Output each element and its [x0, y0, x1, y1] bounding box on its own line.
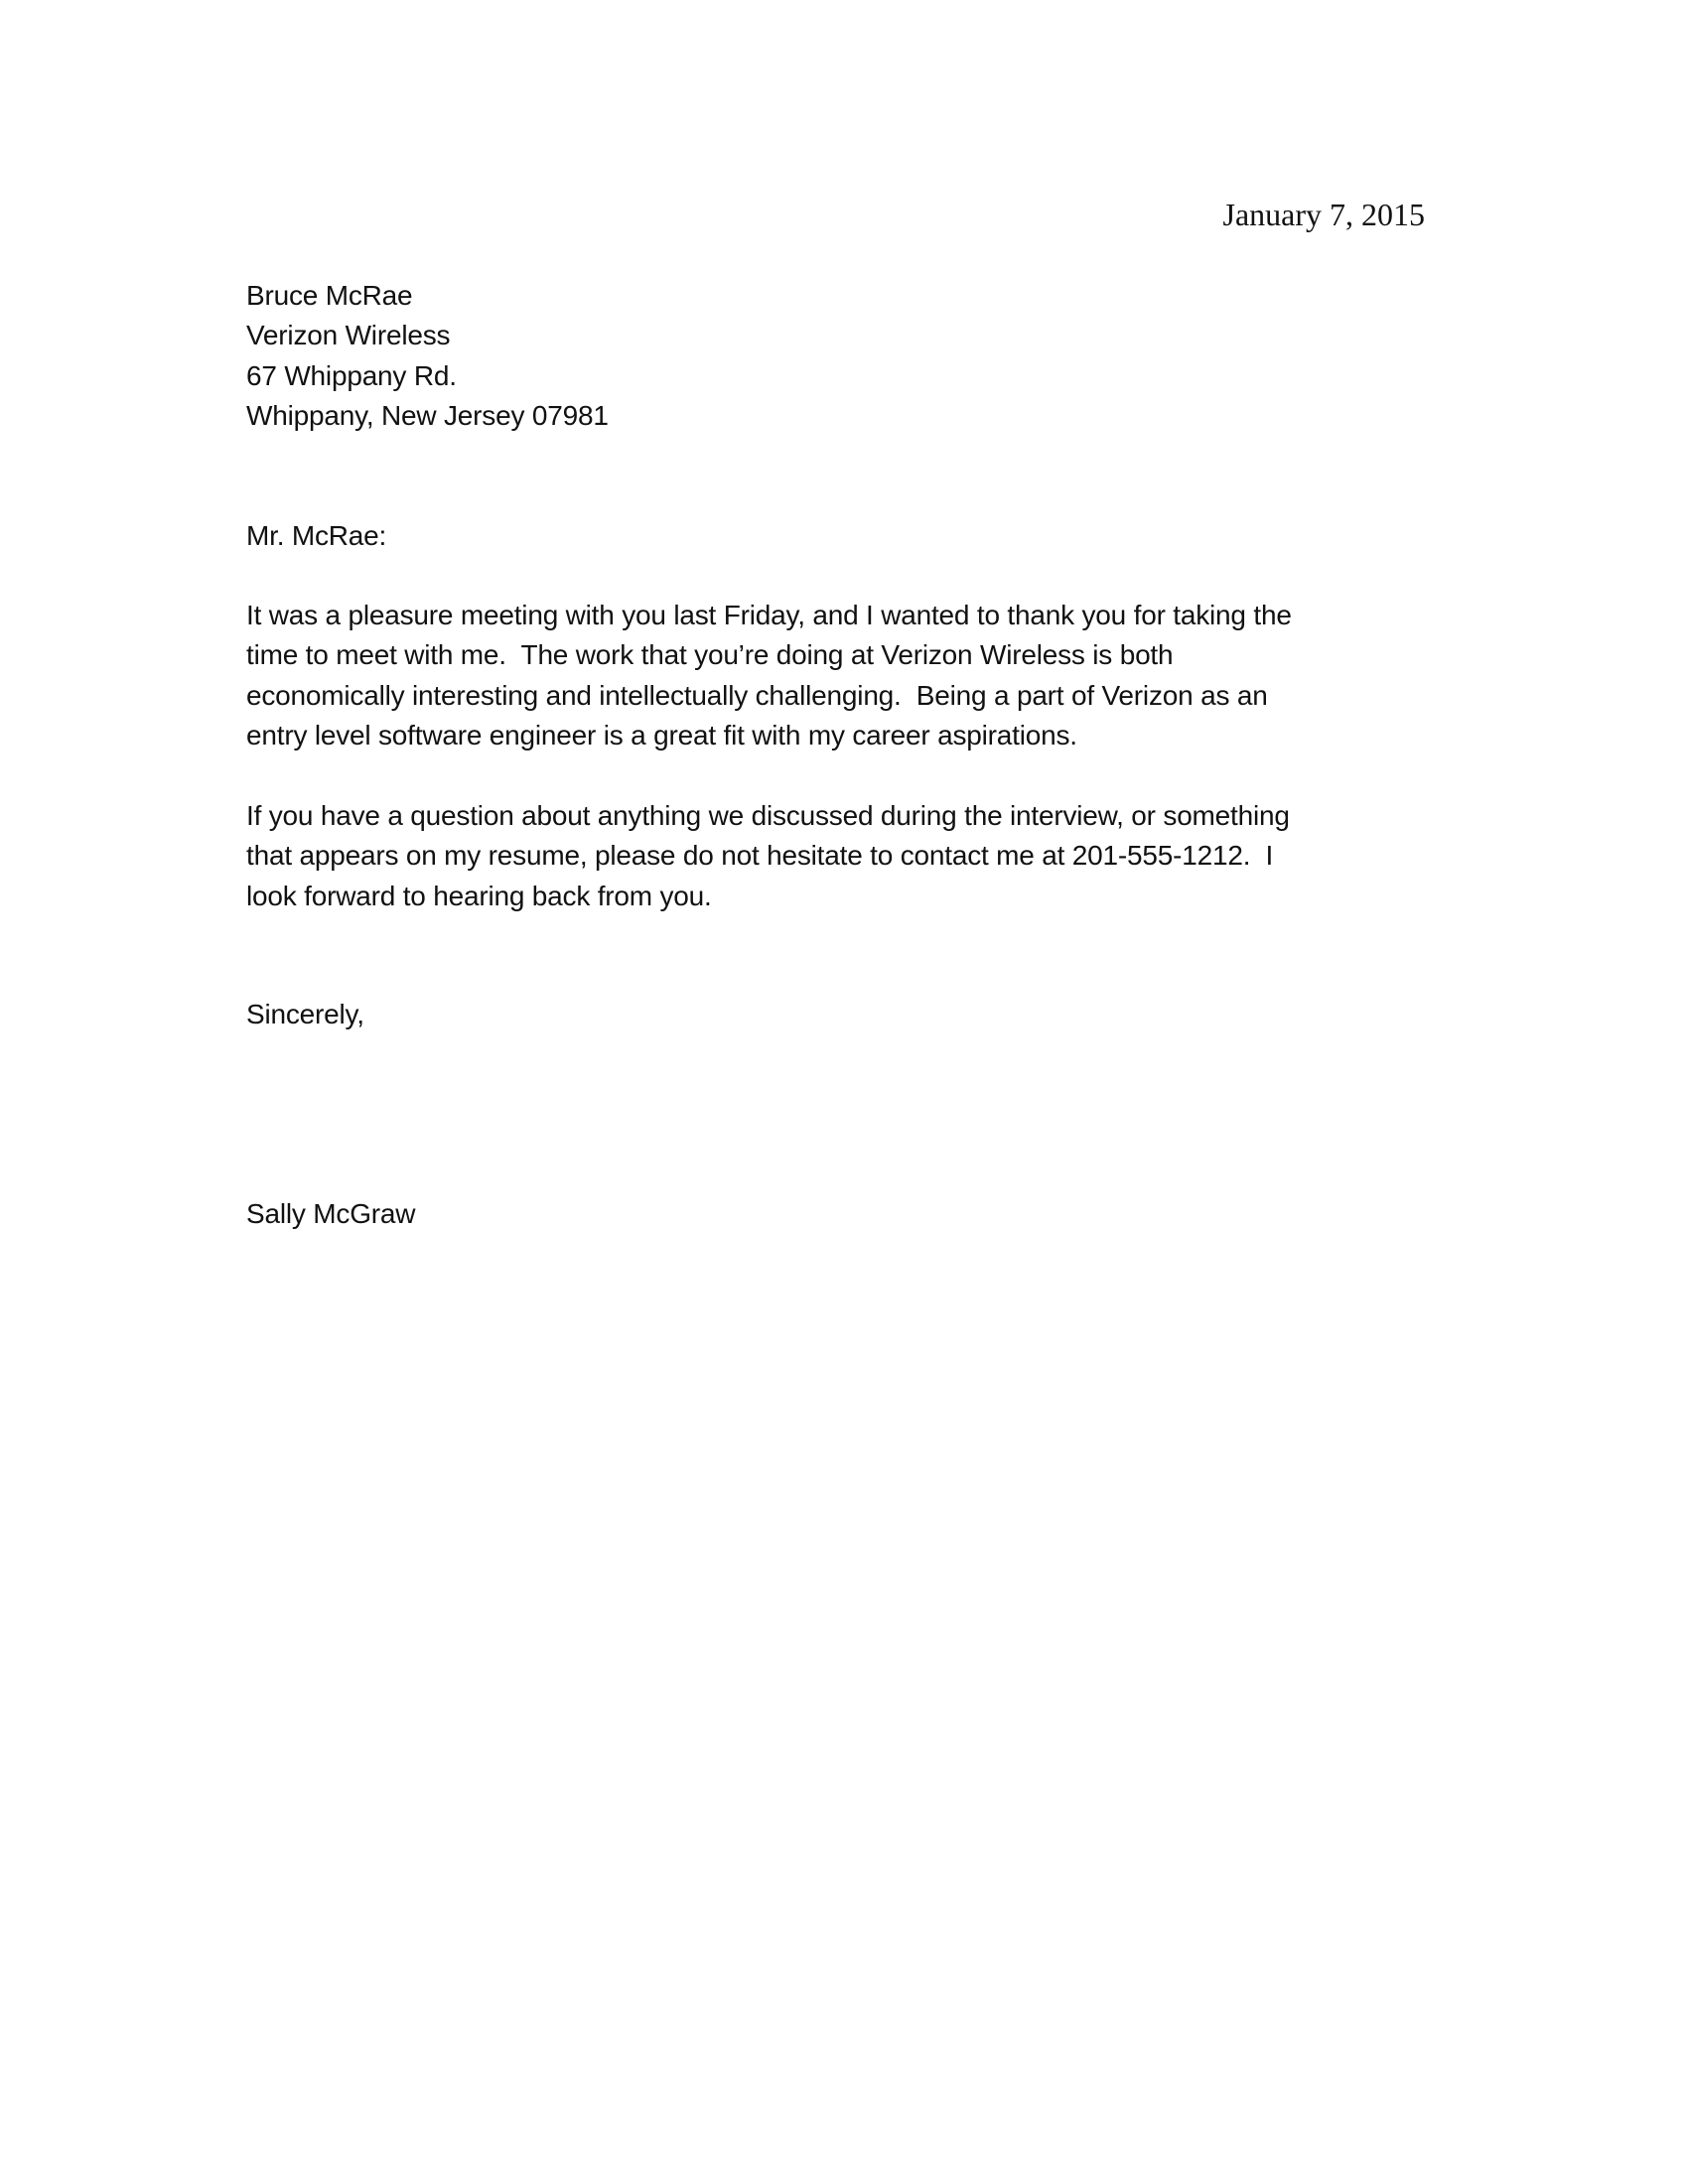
paragraph-line: It was a pleasure meeting with you last Friday, and I wanted to thank you for taking the: [246, 600, 1292, 630]
letter-date: January 7, 2015: [1222, 197, 1425, 232]
recipient-address: [246, 276, 609, 436]
recipient-name: Bruce McRae: [246, 280, 413, 311]
salutation-text: Mr. McRae:: [246, 520, 387, 551]
paragraph-line: economically interesting and intellectually challenging. Being a part of Verizon as an: [246, 679, 1268, 711]
body-paragraph-2: [246, 796, 1290, 916]
paragraph-line: entry level software engineer is a great fit with my career aspirations.: [246, 719, 1077, 751]
recipient-street: 67 Whippany Rd.: [246, 359, 457, 391]
recipient-city-state-zip: Whippany, New Jersey 07981: [246, 399, 609, 431]
paragraph-line: If you have a question about anything we discussed during the interview, or something: [246, 800, 1290, 831]
signature: [246, 1194, 415, 1234]
paragraph-line: time to meet with me. The work that you’re doing at Verizon Wireless is both: [246, 639, 1174, 671]
paragraph-line: that appears on my resume, please do not hesitate to contact me at 201-555-1212. I: [246, 840, 1274, 872]
salutation: [246, 516, 386, 556]
recipient-company: Verizon Wireless: [246, 320, 451, 351]
closing: [246, 995, 364, 1034]
signature-name: Sally McGraw: [246, 1198, 416, 1229]
body-paragraph-1: [246, 596, 1292, 755]
paragraph-line: look forward to hearing back from you.: [246, 880, 712, 911]
closing-text: Sincerely,: [246, 999, 364, 1029]
